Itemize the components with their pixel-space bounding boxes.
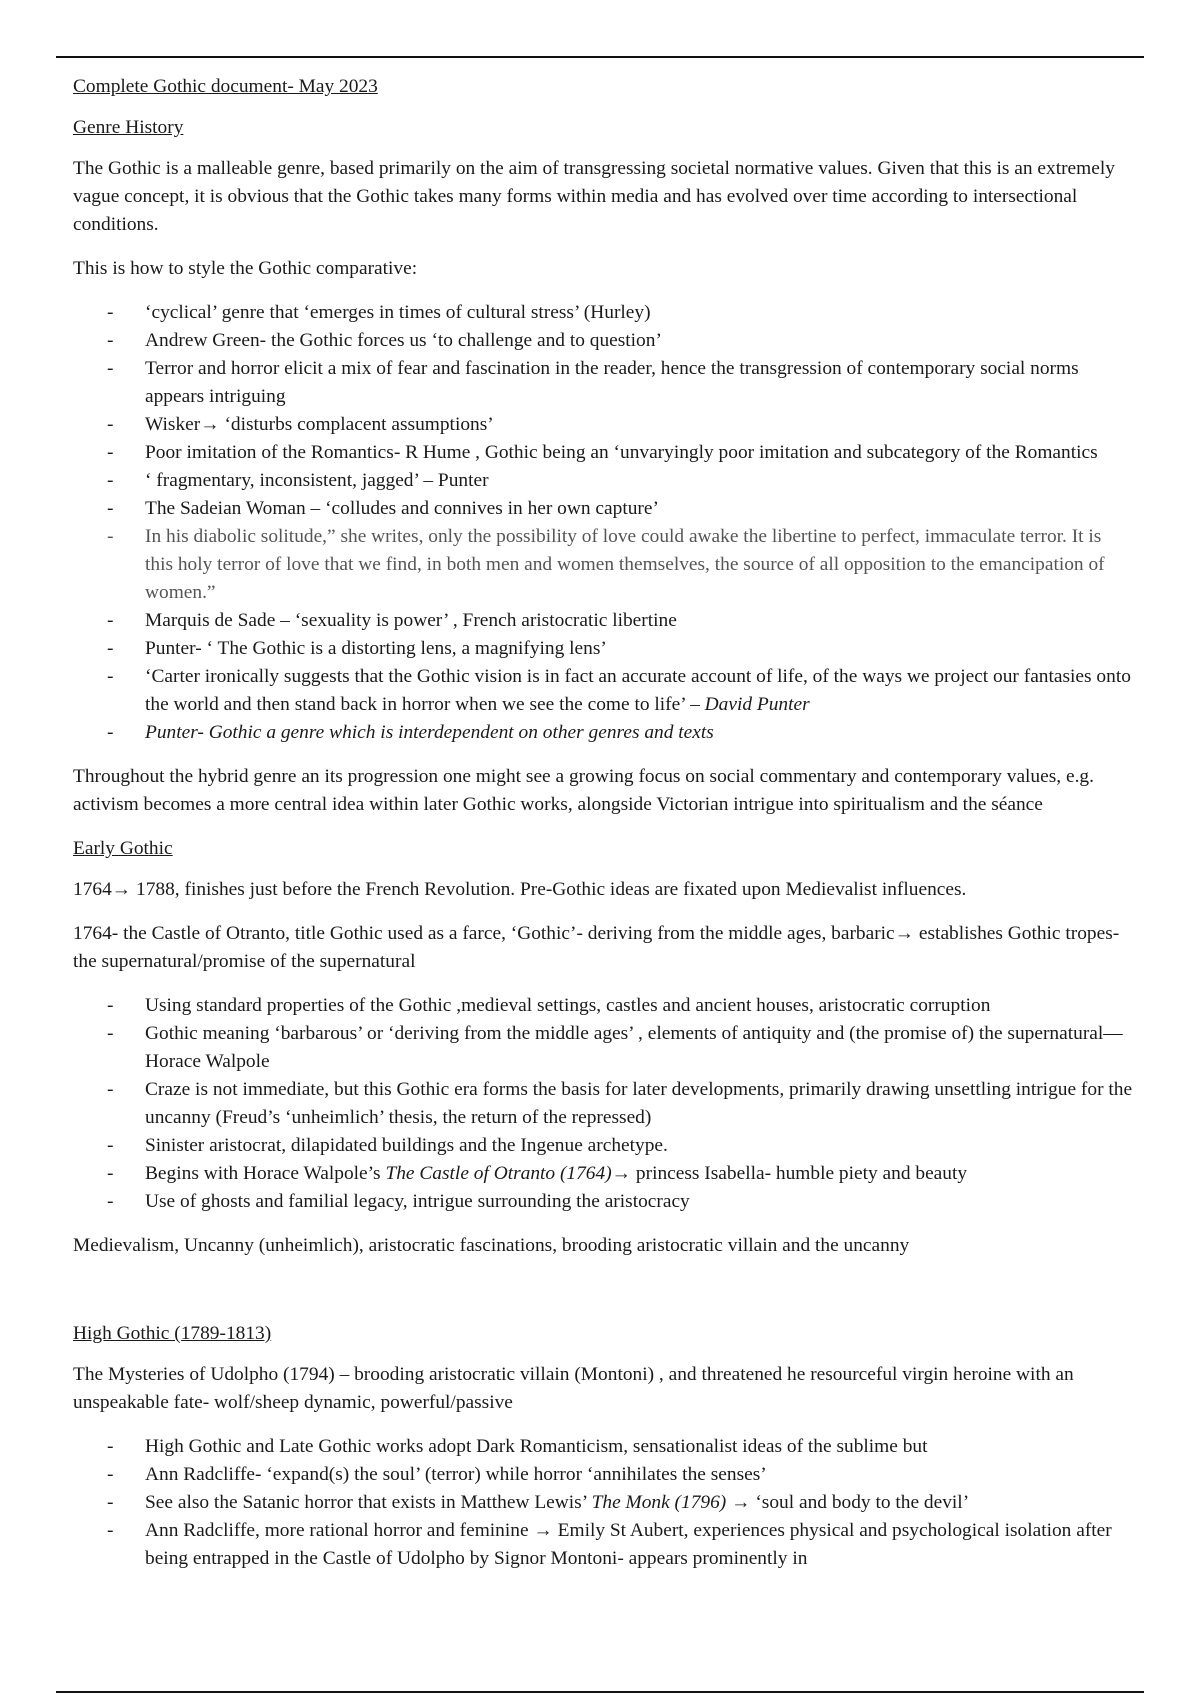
document-title: Complete Gothic document- May 2023 — [73, 76, 378, 97]
list-item: - High Gothic and Late Gothic works adopt Dark Romanticism, sensationalist ideas of the sublime but — [73, 1433, 1133, 1461]
walpole-pre: Begins with Horace Walpole’s — [145, 1163, 381, 1184]
list-item: - Wisker→ ‘disturbs complacent assumptions’ — [73, 411, 1133, 439]
list-item: - Terror and horror elicit a mix of fear and fascination in the reader, hence the transgression of contemporary social norms appears intriguing — [73, 355, 1133, 411]
carter-quote: ‘Carter ironically suggests that the Gothic vision is in fact an accurate account of life, of the ways we project our fantasies onto the world and then stand back in horror when we see the come to life’ – — [145, 666, 1131, 715]
carter-attribution: David Punter — [704, 694, 810, 715]
list-item: - Marquis de Sade – ‘sexuality is power’ , French aristocratic libertine — [73, 607, 1133, 635]
list-item-walpole — [73, 1160, 1133, 1188]
top-rule — [56, 56, 1144, 58]
list-item: - Punter- ‘ The Gothic is a distorting lens, a magnifying lens’ — [73, 635, 1133, 663]
heading-high-gothic: High Gothic (1789-1813) — [73, 1323, 272, 1344]
document-body — [73, 70, 1133, 1589]
early-gothic-list — [73, 992, 1133, 1216]
list-item: - Use of ghosts and familial legacy, intrigue surrounding the aristocracy — [73, 1188, 1133, 1216]
early-gothic-dates: 1764→ 1788, finishes just before the French Revolution. Pre-Gothic ideas are fixated upon Medievalist influences. — [73, 879, 967, 900]
early-gothic-otranto: 1764- the Castle of Otranto, title Gothic used as a farce, ‘Gothic’- deriving from the middle ages, barbaric→ establishes Gothic tropes- the supernatural/promise of the supernatural — [73, 923, 1120, 972]
monk-title: The Monk (1796) — [591, 1492, 727, 1513]
list-item: - The Sadeian Woman – ‘colludes and connives in her own capture’ — [73, 495, 1133, 523]
genre-history-closing: Throughout the hybrid genre an its progression one might see a growing focus on social commentary and contemporary values, e.g. activism becomes a more central idea within later Gothic works, alongside Victorian intrigue into spiritualism and the séance — [73, 766, 1094, 815]
list-item: - Using standard properties of the Gothic ,medieval settings, castles and ancient houses, aristocratic corruption — [73, 992, 1133, 1020]
list-item: - ‘ fragmentary, inconsistent, jagged’ – Punter — [73, 467, 1133, 495]
heading-genre-history: Genre History — [73, 117, 184, 138]
monk-post: → ‘soul and body to the devil’ — [731, 1492, 970, 1513]
genre-history-list — [73, 299, 1133, 747]
list-item: - Poor imitation of the Romantics- R Hume , Gothic being an ‘unvaryingly poor imitation and subcategory of the Romantics — [73, 439, 1133, 467]
heading-early-gothic: Early Gothic — [73, 838, 173, 859]
list-item-carter — [73, 663, 1133, 719]
early-gothic-summary: Medievalism, Uncanny (unheimlich), aristocratic fascinations, brooding aristocratic villain and the uncanny — [73, 1235, 910, 1256]
style-line: This is how to style the Gothic comparative: — [73, 258, 418, 279]
list-item: - Ann Radcliffe, more rational horror and feminine → Emily St Aubert, experiences physical and psychological isolation after being entrapped in the Castle of Udolpho by Signor Montoni- appears prominently in — [73, 1517, 1133, 1573]
genre-history-intro: The Gothic is a malleable genre, based primarily on the aim of transgressing societal normative values. Given that this is an extremely vague concept, it is obvious that the Gothic takes many forms within media and has evolved over time according to intersectional conditions. — [73, 158, 1115, 235]
list-item: - ‘cyclical’ genre that ‘emerges in times of cultural stress’ (Hurley) — [73, 299, 1133, 327]
walpole-post: → princess Isabella- humble piety and beauty — [611, 1163, 968, 1184]
section-gap — [73, 1276, 1133, 1320]
list-item: - Craze is not immediate, but this Gothic era forms the basis for later developments, primarily drawing unsettling intrigue for the uncanny (Freud’s ‘unheimlich’ thesis, the return of the repressed) — [73, 1076, 1133, 1132]
high-gothic-udolpho: The Mysteries of Udolpho (1794) – brooding aristocratic villain (Montoni) , and threatened he resourceful virgin heroine with an unspeakable fate- wolf/sheep dynamic, powerful/passive — [73, 1364, 1074, 1413]
list-item: - Ann Radcliffe- ‘expand(s) the soul’ (terror) while horror ‘annihilates the senses’ — [73, 1461, 1133, 1489]
list-item: - Sinister aristocrat, dilapidated buildings and the Ingenue archetype. — [73, 1132, 1133, 1160]
bottom-rule — [56, 1691, 1144, 1693]
monk-pre: See also the Satanic horror that exists in Matthew Lewis’ — [145, 1492, 587, 1513]
list-item: - Punter- Gothic a genre which is interdependent on other genres and texts — [73, 719, 1133, 747]
list-item-monk — [73, 1489, 1133, 1517]
high-gothic-list — [73, 1433, 1133, 1573]
list-item: - Andrew Green- the Gothic forces us ‘to challenge and to question’ — [73, 327, 1133, 355]
walpole-title: The Castle of Otranto (1764) — [385, 1163, 612, 1184]
list-item: - Gothic meaning ‘barbarous’ or ‘deriving from the middle ages’ , elements of antiquity and (the promise of) the supernatural—Horace Walpole — [73, 1020, 1133, 1076]
list-item-quote: - In his diabolic solitude,” she writes, only the possibility of love could awake the libertine to perfect, immaculate terror. It is this holy terror of love that we find, in both men and women themselves, the source of all opposition to the emancipation of women.” — [73, 523, 1133, 607]
